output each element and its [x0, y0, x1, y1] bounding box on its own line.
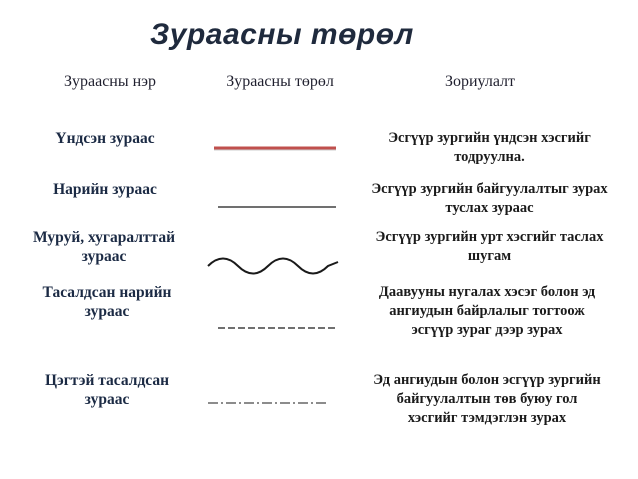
row-name: Нарийн зураас [53, 181, 157, 198]
line-sample-dashed [216, 325, 338, 331]
row-purpose: Эсгүүр зургийн урт хэсгийг таслах шугам [375, 229, 604, 264]
row-name: Тасалдсан нарийн зураас [42, 284, 172, 320]
line-sample-wavy [206, 254, 340, 276]
row-name: Үндсэн зураас [55, 130, 155, 147]
page-title: Зураасны төрөл [150, 18, 414, 51]
row-name: Цэгтэй тасалдсан зураас [44, 372, 170, 408]
header-type: Зураасны төрөл [226, 73, 334, 90]
row-purpose: Эсгүүр зургийн байгуулалтыг зурах туслах зураас [371, 181, 608, 216]
row-purpose: Даавууны нугалах хэсэг болон эд ангиудын байрлалыг тогтоож эсгүүр зураг дээр зурах [378, 284, 596, 338]
line-sample-dash-dot [206, 400, 330, 406]
row-name: Муруй, хугаралттай зураас [32, 229, 176, 265]
row-purpose: Эд ангиудын болон эсгүүр зургийн байгуулалтын төв буюу гол хэсгийг тэмдэглэн зурах [373, 372, 601, 426]
line-sample-solid-thin [216, 204, 338, 210]
line-sample-solid-thick [212, 143, 340, 153]
row-purpose: Эсгүүр зургийн үндсэн хэсгийг тодруулна. [388, 130, 591, 165]
header-purpose: Зориулалт [444, 73, 516, 90]
header-name: Зураасны нэр [63, 73, 157, 90]
